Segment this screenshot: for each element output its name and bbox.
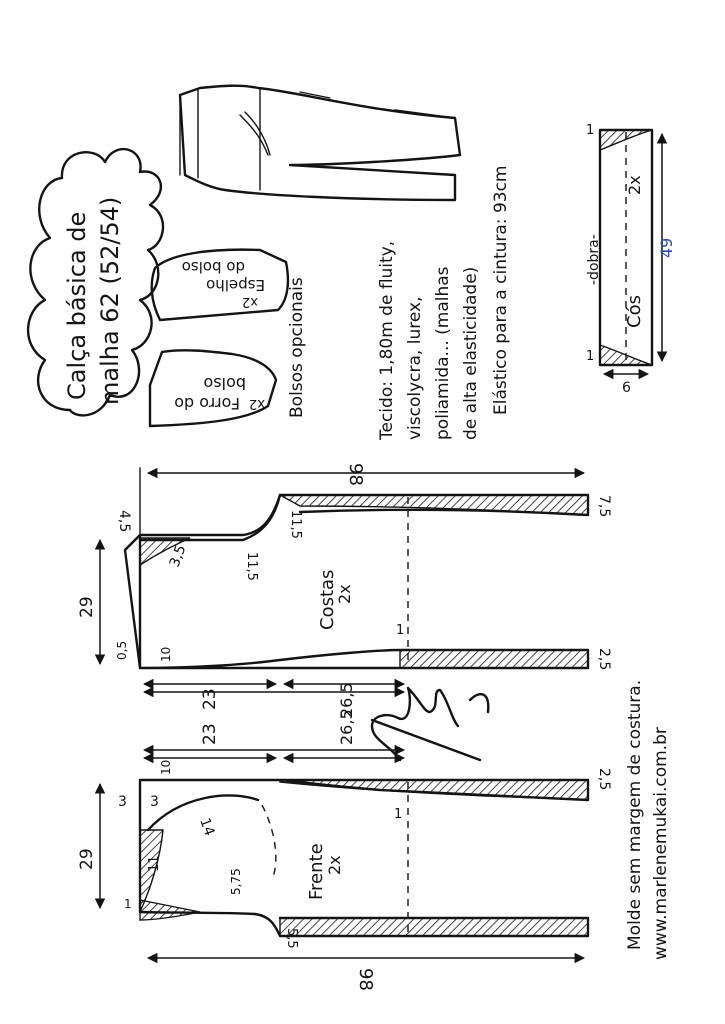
waistband-label: Cós xyxy=(624,295,645,328)
fabric-line-3: poliamida... (malhas xyxy=(433,266,453,440)
waistband-count: 2x xyxy=(625,175,644,195)
front-dim-crotch-ext: 5,75 xyxy=(229,868,243,895)
back-dim-waist-drop: 3,5 xyxy=(166,542,190,570)
front-dim-hip: 29 xyxy=(77,848,97,870)
pockets-optional-label: Bolsos opcionais xyxy=(287,277,307,418)
back-dim-length: 98 xyxy=(345,463,366,486)
waistband-fold: -dobra- xyxy=(586,234,602,285)
back-dim-knee-arrow: 1 xyxy=(396,623,405,638)
front-dim-hem: 2,5 xyxy=(596,768,612,791)
pocket-lining-count: x2 xyxy=(249,396,265,411)
front-dim-fly: 3 xyxy=(150,794,159,810)
waistband-length: 49 xyxy=(657,237,676,258)
front-dim-pocket-depth: 14 xyxy=(196,815,218,839)
front-piece xyxy=(77,709,612,991)
pocket-lining-label-1: Forro do xyxy=(174,394,240,413)
back-dim-crotch-curve: 11,5 xyxy=(288,510,303,539)
front-dim-side-depth: 10 xyxy=(159,759,173,775)
back-label: Costas xyxy=(317,569,338,630)
back-dim-rise: 4,5 xyxy=(116,510,132,533)
back-dim-crotch-curve-2: 11,5 xyxy=(244,552,259,581)
pocket-mirror xyxy=(152,250,288,320)
back-dim-side-depth: 10 xyxy=(159,646,173,662)
back-dim-hip: 29 xyxy=(77,596,97,618)
signature xyxy=(372,688,488,780)
fabric-line-4: de alta elasticidade) xyxy=(461,266,481,440)
pocket-mirror-label-1: Espelho xyxy=(206,276,265,294)
waistband-edge-top: 1 xyxy=(586,123,595,138)
front-dim-knee-arrow: 1 xyxy=(394,807,403,822)
front-dim-knee: 26,5 xyxy=(337,709,356,745)
front-label: Frente xyxy=(306,843,327,900)
title-cloud xyxy=(28,149,163,415)
back-dim-hem-top: 7,5 xyxy=(596,495,612,518)
front-dim-length: 98 xyxy=(355,968,376,991)
front-dim-hem-2: 5,5 xyxy=(284,928,299,949)
title-line-2: malha 62 (52/54) xyxy=(96,196,124,405)
front-dim-waist-drop: 3 xyxy=(118,794,127,810)
back-dim-knee: 26,5 xyxy=(337,682,356,718)
pocket-mirror-label-2: do bolso xyxy=(181,258,245,276)
back-piece xyxy=(77,463,612,718)
front-count: 2x xyxy=(325,855,344,875)
back-count: 2x xyxy=(335,584,354,604)
pocket-lining xyxy=(150,350,276,426)
front-dim-crotch: 23 xyxy=(200,723,220,745)
fabric-line-5: Elástico para a cintura: 93cm xyxy=(491,165,511,415)
waistband-piece xyxy=(586,123,676,396)
fabric-line-2: viscolycra, lurex, xyxy=(405,296,425,440)
back-dim-crotch: 23 xyxy=(200,688,220,710)
title-line-1: Calça básica de xyxy=(63,211,91,400)
pocket-mirror-count: x2 xyxy=(242,294,258,309)
fabric-line-1: Tecido: 1,80m de fluity, xyxy=(377,240,397,440)
front-dim-corner: 1 xyxy=(124,897,132,911)
footer-note: Molde sem margem de costura. xyxy=(625,679,645,950)
waistband-edge-bottom: 1 xyxy=(586,349,595,364)
waistband-width: 6 xyxy=(622,380,631,396)
back-dim-waist-side: 0,5 xyxy=(115,640,129,660)
pants-sketch xyxy=(180,86,460,200)
footer-site: www.marlenemukai.com.br xyxy=(651,727,671,960)
fabric-notes xyxy=(377,166,511,441)
back-dim-hem-bottom: 2,5 xyxy=(596,648,612,671)
front-dim-side-11: 11 xyxy=(147,855,162,872)
pocket-lining-label-2: bolso xyxy=(203,374,246,393)
